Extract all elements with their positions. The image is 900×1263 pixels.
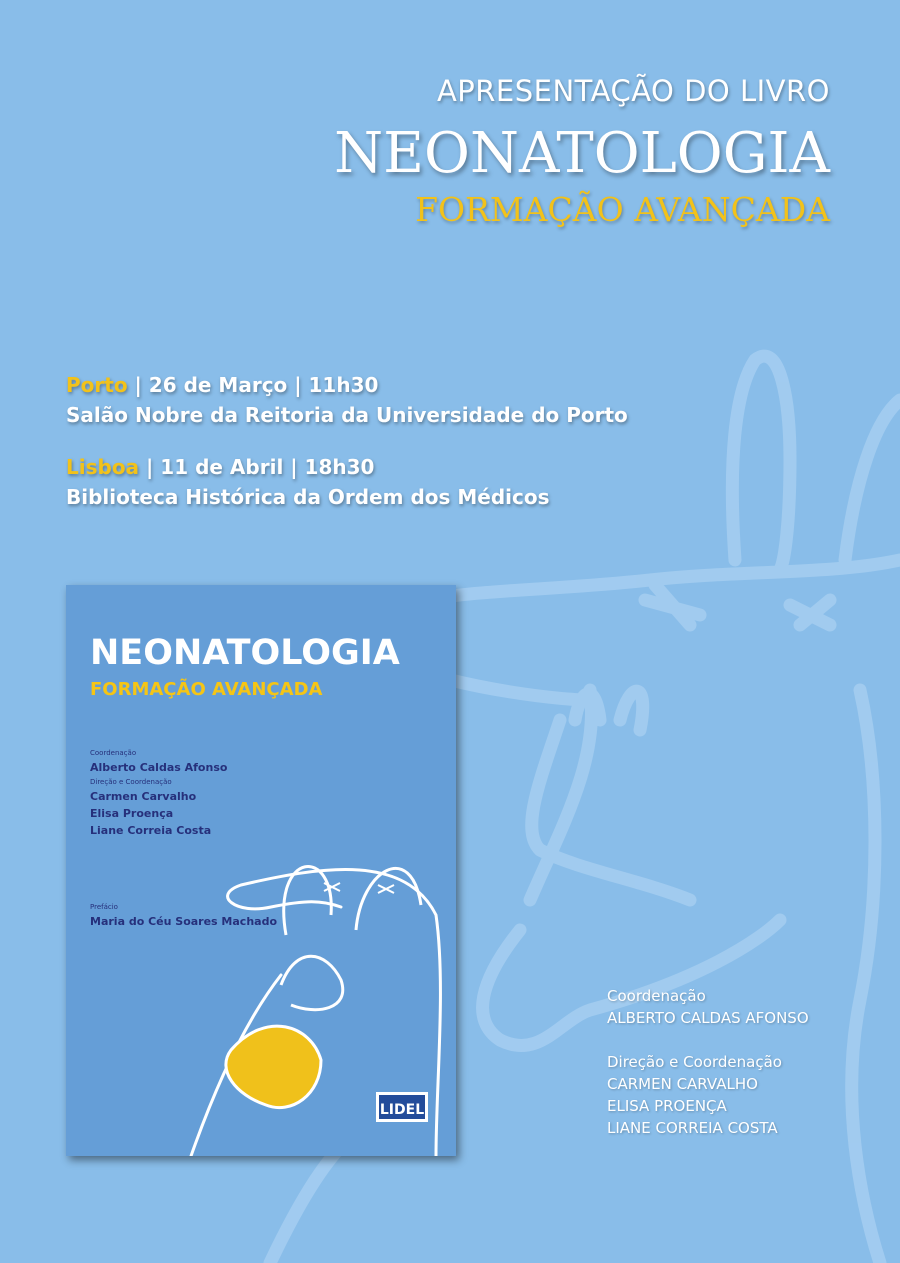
credit-name: Liane Correia Costa [90, 824, 212, 837]
event-list [66, 370, 628, 534]
coordination-credits [607, 985, 809, 1139]
credit-name: Elisa Proença [90, 807, 174, 820]
director-name: LIANE CORREIA COSTA [607, 1119, 778, 1137]
credit-name: Maria do Céu Soares Machado [90, 915, 278, 928]
event-lisboa [66, 452, 628, 512]
event-eyebrow: APRESENTAÇÃO DO LIVRO [436, 74, 830, 108]
page-title: NEONATOLOGIA [334, 121, 830, 186]
event-city: Lisboa [66, 455, 140, 479]
book-title: NEONATOLOGIA [90, 633, 400, 673]
credit-name: Carmen Carvalho [90, 790, 197, 803]
director-name: CARMEN CARVALHO [607, 1075, 758, 1093]
event-porto [66, 370, 628, 430]
event-date: | 26 de Março | 11h30 [127, 373, 379, 397]
direction-label: Direção e Coordenação [607, 1053, 782, 1071]
book-credits [90, 745, 277, 932]
credit-role: Prefácio [90, 903, 118, 911]
event-date: | 11 de Abril | 18h30 [139, 455, 375, 479]
event-city: Porto [66, 373, 128, 397]
credit-role: Coordenação [90, 749, 137, 757]
publisher-logo: LIDEL [376, 1092, 428, 1122]
director-name: ELISA PROENÇA [607, 1097, 727, 1115]
event-venue: Salão Nobre da Reitoria da Universidade do Porto [66, 403, 628, 427]
book-subtitle: FORMAÇÃO AVANÇADA [90, 679, 323, 700]
coordination-label: Coordenação [607, 987, 706, 1005]
header [334, 74, 830, 229]
coordinator-name: ALBERTO CALDAS AFONSO [607, 1009, 809, 1027]
credit-role: Direção e Coordenação [90, 778, 172, 786]
credit-name: Alberto Caldas Afonso [90, 761, 228, 774]
event-venue: Biblioteca Histórica da Ordem dos Médicos [66, 485, 550, 509]
page-subtitle: FORMAÇÃO AVANÇADA [415, 190, 830, 229]
book-cover [66, 585, 456, 1156]
